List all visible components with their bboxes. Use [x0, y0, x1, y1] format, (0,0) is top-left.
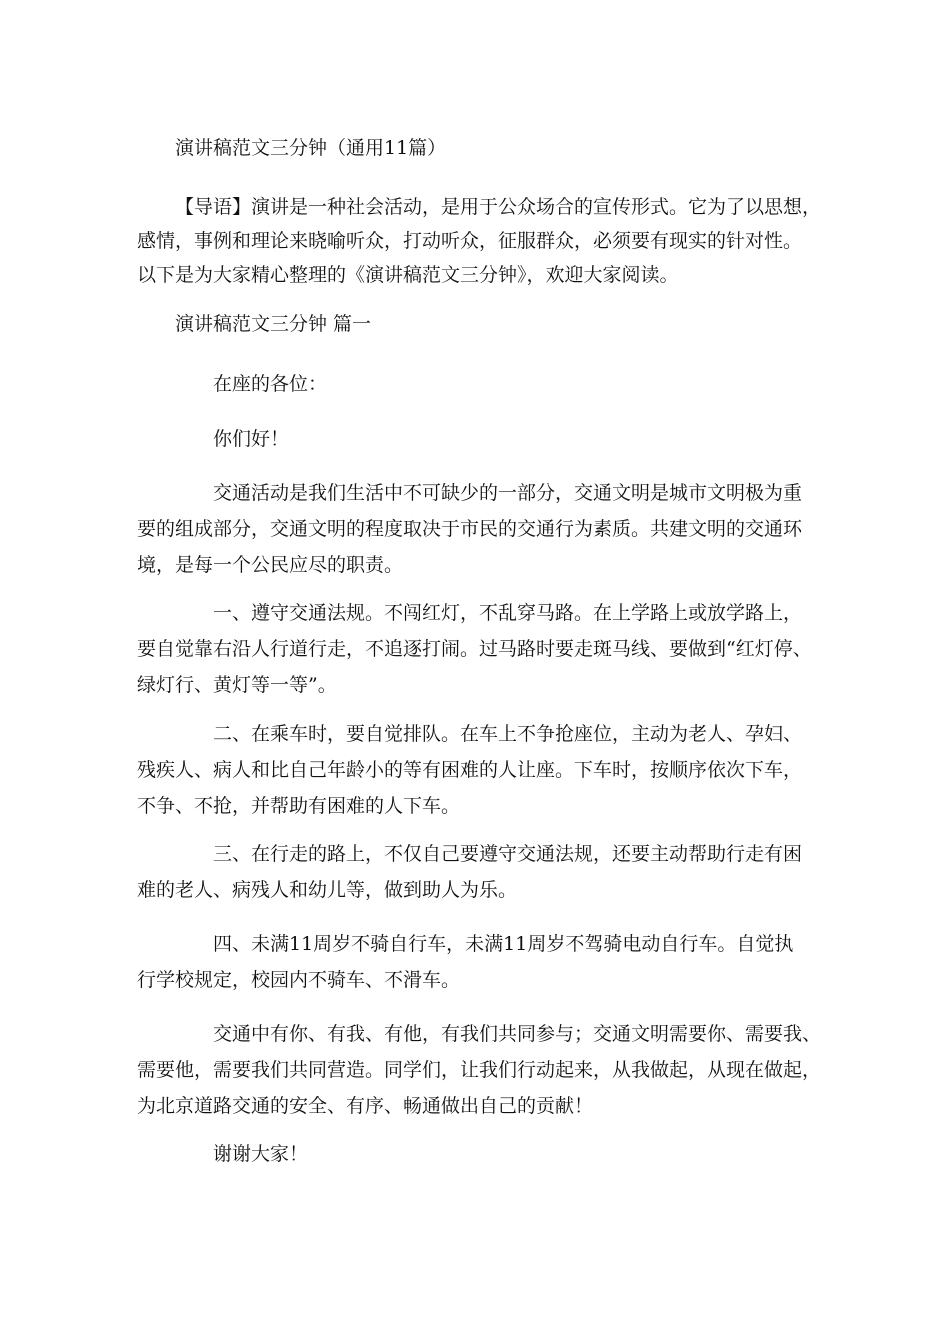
body-paragraph-6 — [137, 1016, 837, 1124]
body-paragraph-1 — [137, 475, 837, 583]
paragraph-line: 境，是每一个公民应尽的职责。 — [137, 554, 404, 576]
intro-line: 【导语】演讲是一种社会活动，是用于公众场合的宣传形式。它为了以思想， — [175, 196, 822, 218]
paragraph-line: 一、遵守交通法规。不闯红灯，不乱穿马路。在上学路上或放学路上， — [213, 602, 803, 624]
intro-line: 以下是为大家精心整理的《演讲稿范文三分钟》，欢迎大家阅读。 — [137, 264, 679, 286]
paragraph-line: 不争、不抢，并帮助有困难的人下车。 — [137, 795, 461, 817]
paragraph-line: 需要他，需要我们共同营造。同学们，让我们行动起来，从我做起，从现在做起， — [137, 1059, 822, 1081]
paragraph-line: 谢谢大家！ — [213, 1143, 309, 1165]
intro-paragraph — [137, 190, 827, 292]
closing-paragraph — [137, 1136, 837, 1172]
paragraph-line: 绿灯行、黄灯等一等”。 — [137, 674, 337, 696]
paragraph-line: 二、在乘车时，要自觉排队。在车上不争抢座位，主动为老人、孕妇、 — [213, 723, 803, 745]
paragraph-line: 要的组成部分，交通文明的程度取决于市民的交通行为素质。共建文明的交通环 — [137, 518, 803, 540]
paragraph-line: 交通活动是我们生活中不可缺少的一部分，交通文明是城市文明极为重 — [213, 482, 803, 504]
body-paragraph-4 — [137, 836, 837, 908]
intro-line: 感情，事例和理论来晓喻听众，打动听众，征服群众，必须要有现实的针对性。 — [137, 230, 803, 252]
paragraph-line: 残疾人、病人和比自己年龄小的等有困难的人让座。下车时，按顺序依次下车， — [137, 759, 803, 781]
body-paragraph-5 — [137, 926, 837, 998]
paragraph-line: 三、在行走的路上，不仅自己要遵守交通法规，还要主动帮助行走有困 — [213, 843, 803, 865]
greeting-paragraph — [137, 421, 837, 457]
document-title: 演讲稿范文三分钟（通用11篇） — [175, 137, 447, 159]
paragraph-line: 你们好！ — [213, 428, 290, 450]
paragraph-line: 交通中有你、有我、有他，有我们共同参与；交通文明需要你、需要我、 — [213, 1023, 822, 1045]
body-paragraph-2 — [137, 595, 837, 703]
paragraph-line: 要自觉靠右沿人行道行走，不追逐打闹。过马路时要走斑马线、要做到“红灯停、 — [137, 638, 812, 660]
salutation-paragraph — [137, 366, 837, 402]
paragraph-line: 四、未满11周岁不骑自行车，未满11周岁不驾骑电动自行车。自觉执 — [213, 933, 794, 955]
section-title: 演讲稿范文三分钟 篇一 — [175, 313, 372, 335]
paragraph-line: 难的老人、病残人和幼儿等，做到助人为乐。 — [137, 879, 518, 901]
paragraph-line: 行学校规定，校园内不骑车、不滑车。 — [137, 969, 461, 991]
paragraph-line: 在座的各位： — [213, 373, 328, 395]
paragraph-line: 为北京道路交通的安全、有序、畅通做出自己的贡献！ — [137, 1095, 594, 1117]
body-paragraph-3 — [137, 716, 837, 824]
